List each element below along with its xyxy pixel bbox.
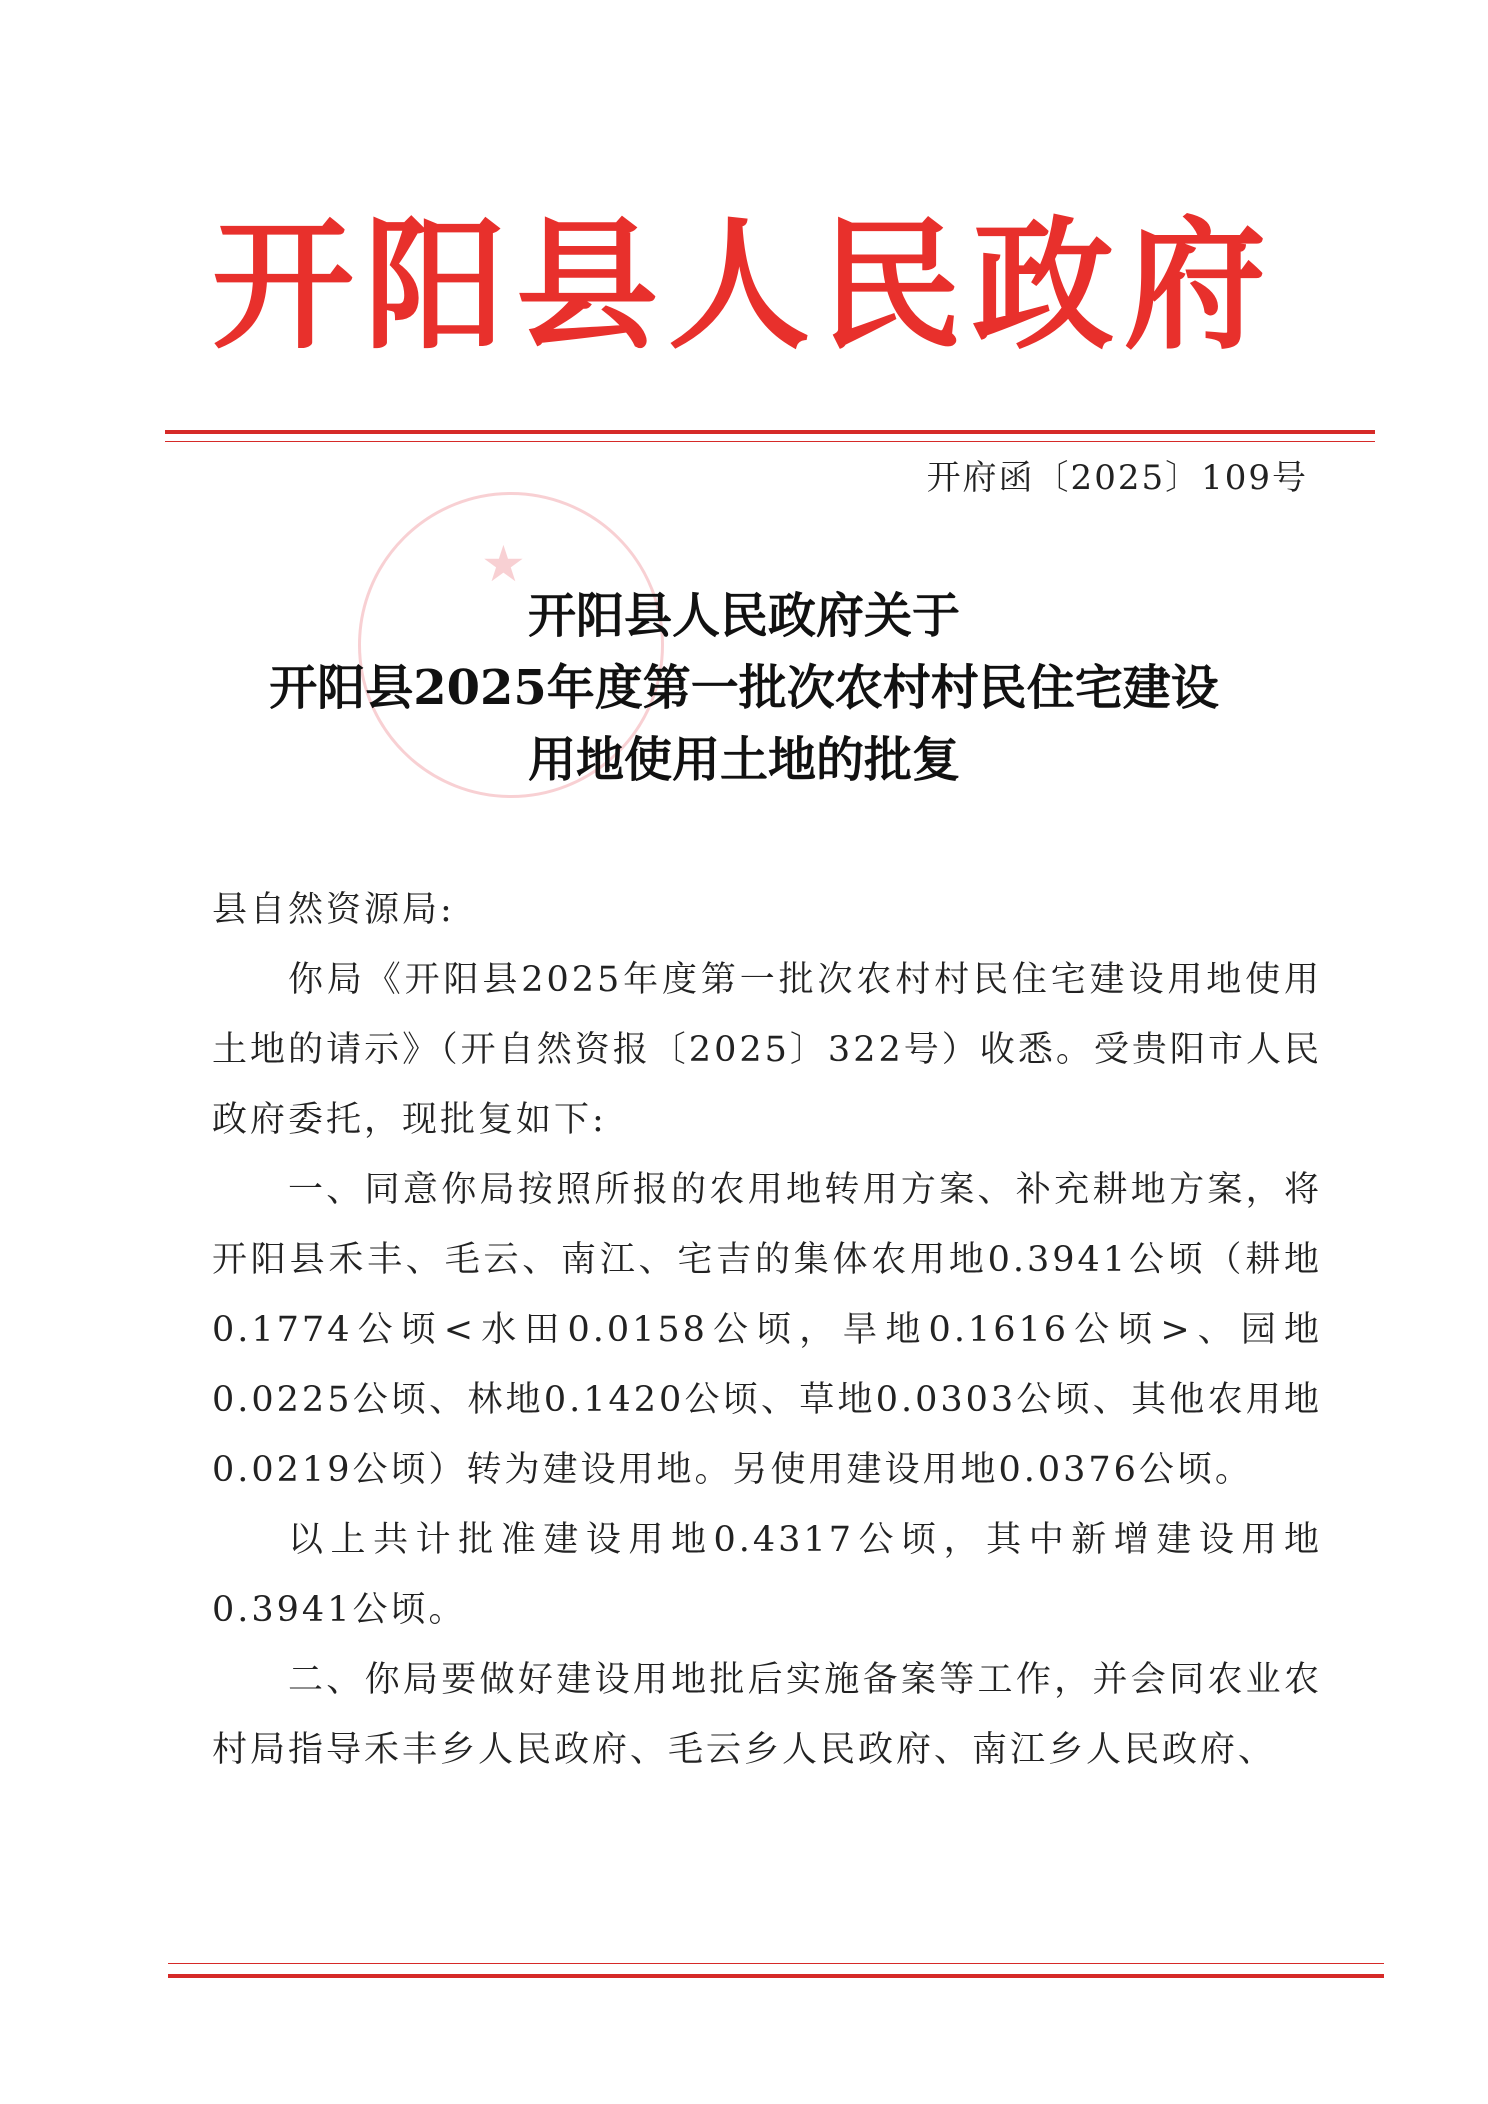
seal-star-icon: ★ xyxy=(481,535,526,593)
footer-rule-thin xyxy=(168,1963,1384,1964)
footer-rule-thick xyxy=(168,1974,1384,1978)
document-title xyxy=(0,580,1488,796)
header-rule-thick xyxy=(165,430,1375,434)
salutation: 县自然资源局: xyxy=(212,890,455,930)
masthead-title: 开阳县人民政府 xyxy=(212,203,1276,369)
paragraph-item-two: 二、你局要做好建设用地批后实施备案等工作，并会同农业农村局指导禾丰乡人民政府、毛云乡人民政府、南江乡人民政府、 xyxy=(212,1660,1322,1770)
title-line-1: 开阳县人民政府关于 xyxy=(527,588,960,644)
title-line-3: 用地使用土地的批复 xyxy=(527,732,960,788)
header-rule-thin xyxy=(165,441,1375,442)
paragraph-item-one: 一、同意你局按照所报的农用地转用方案、补充耕地方案，将开阳县禾丰、毛云、南江、宅吉的集体农用地0.3941公顷（耕地0.1774公顷<水田0.0158公顷，旱地0.1616公顷>、园地0.0225公顷、林地0.1420公顷、草地0.0303公顷、其他农用地0.0219公顷）转为建设用地。另使用建设用地0.0376公顷。 xyxy=(212,1170,1322,1490)
title-line-2: 开阳县2025年度第一批次农村村民住宅建设 xyxy=(269,660,1219,716)
paragraph-total: 以上共计批准建设用地0.4317公顷，其中新增建设用地0.3941公顷。 xyxy=(212,1520,1322,1630)
document-number: 开府函〔2025〕109号 xyxy=(926,458,1308,498)
paragraph-request-received: 你局《开阳县2025年度第一批次农村村民住宅建设用地使用土地的请示》（开自然资报〔2025〕322号）收悉。受贵阳市人民政府委托，现批复如下: xyxy=(212,960,1322,1140)
